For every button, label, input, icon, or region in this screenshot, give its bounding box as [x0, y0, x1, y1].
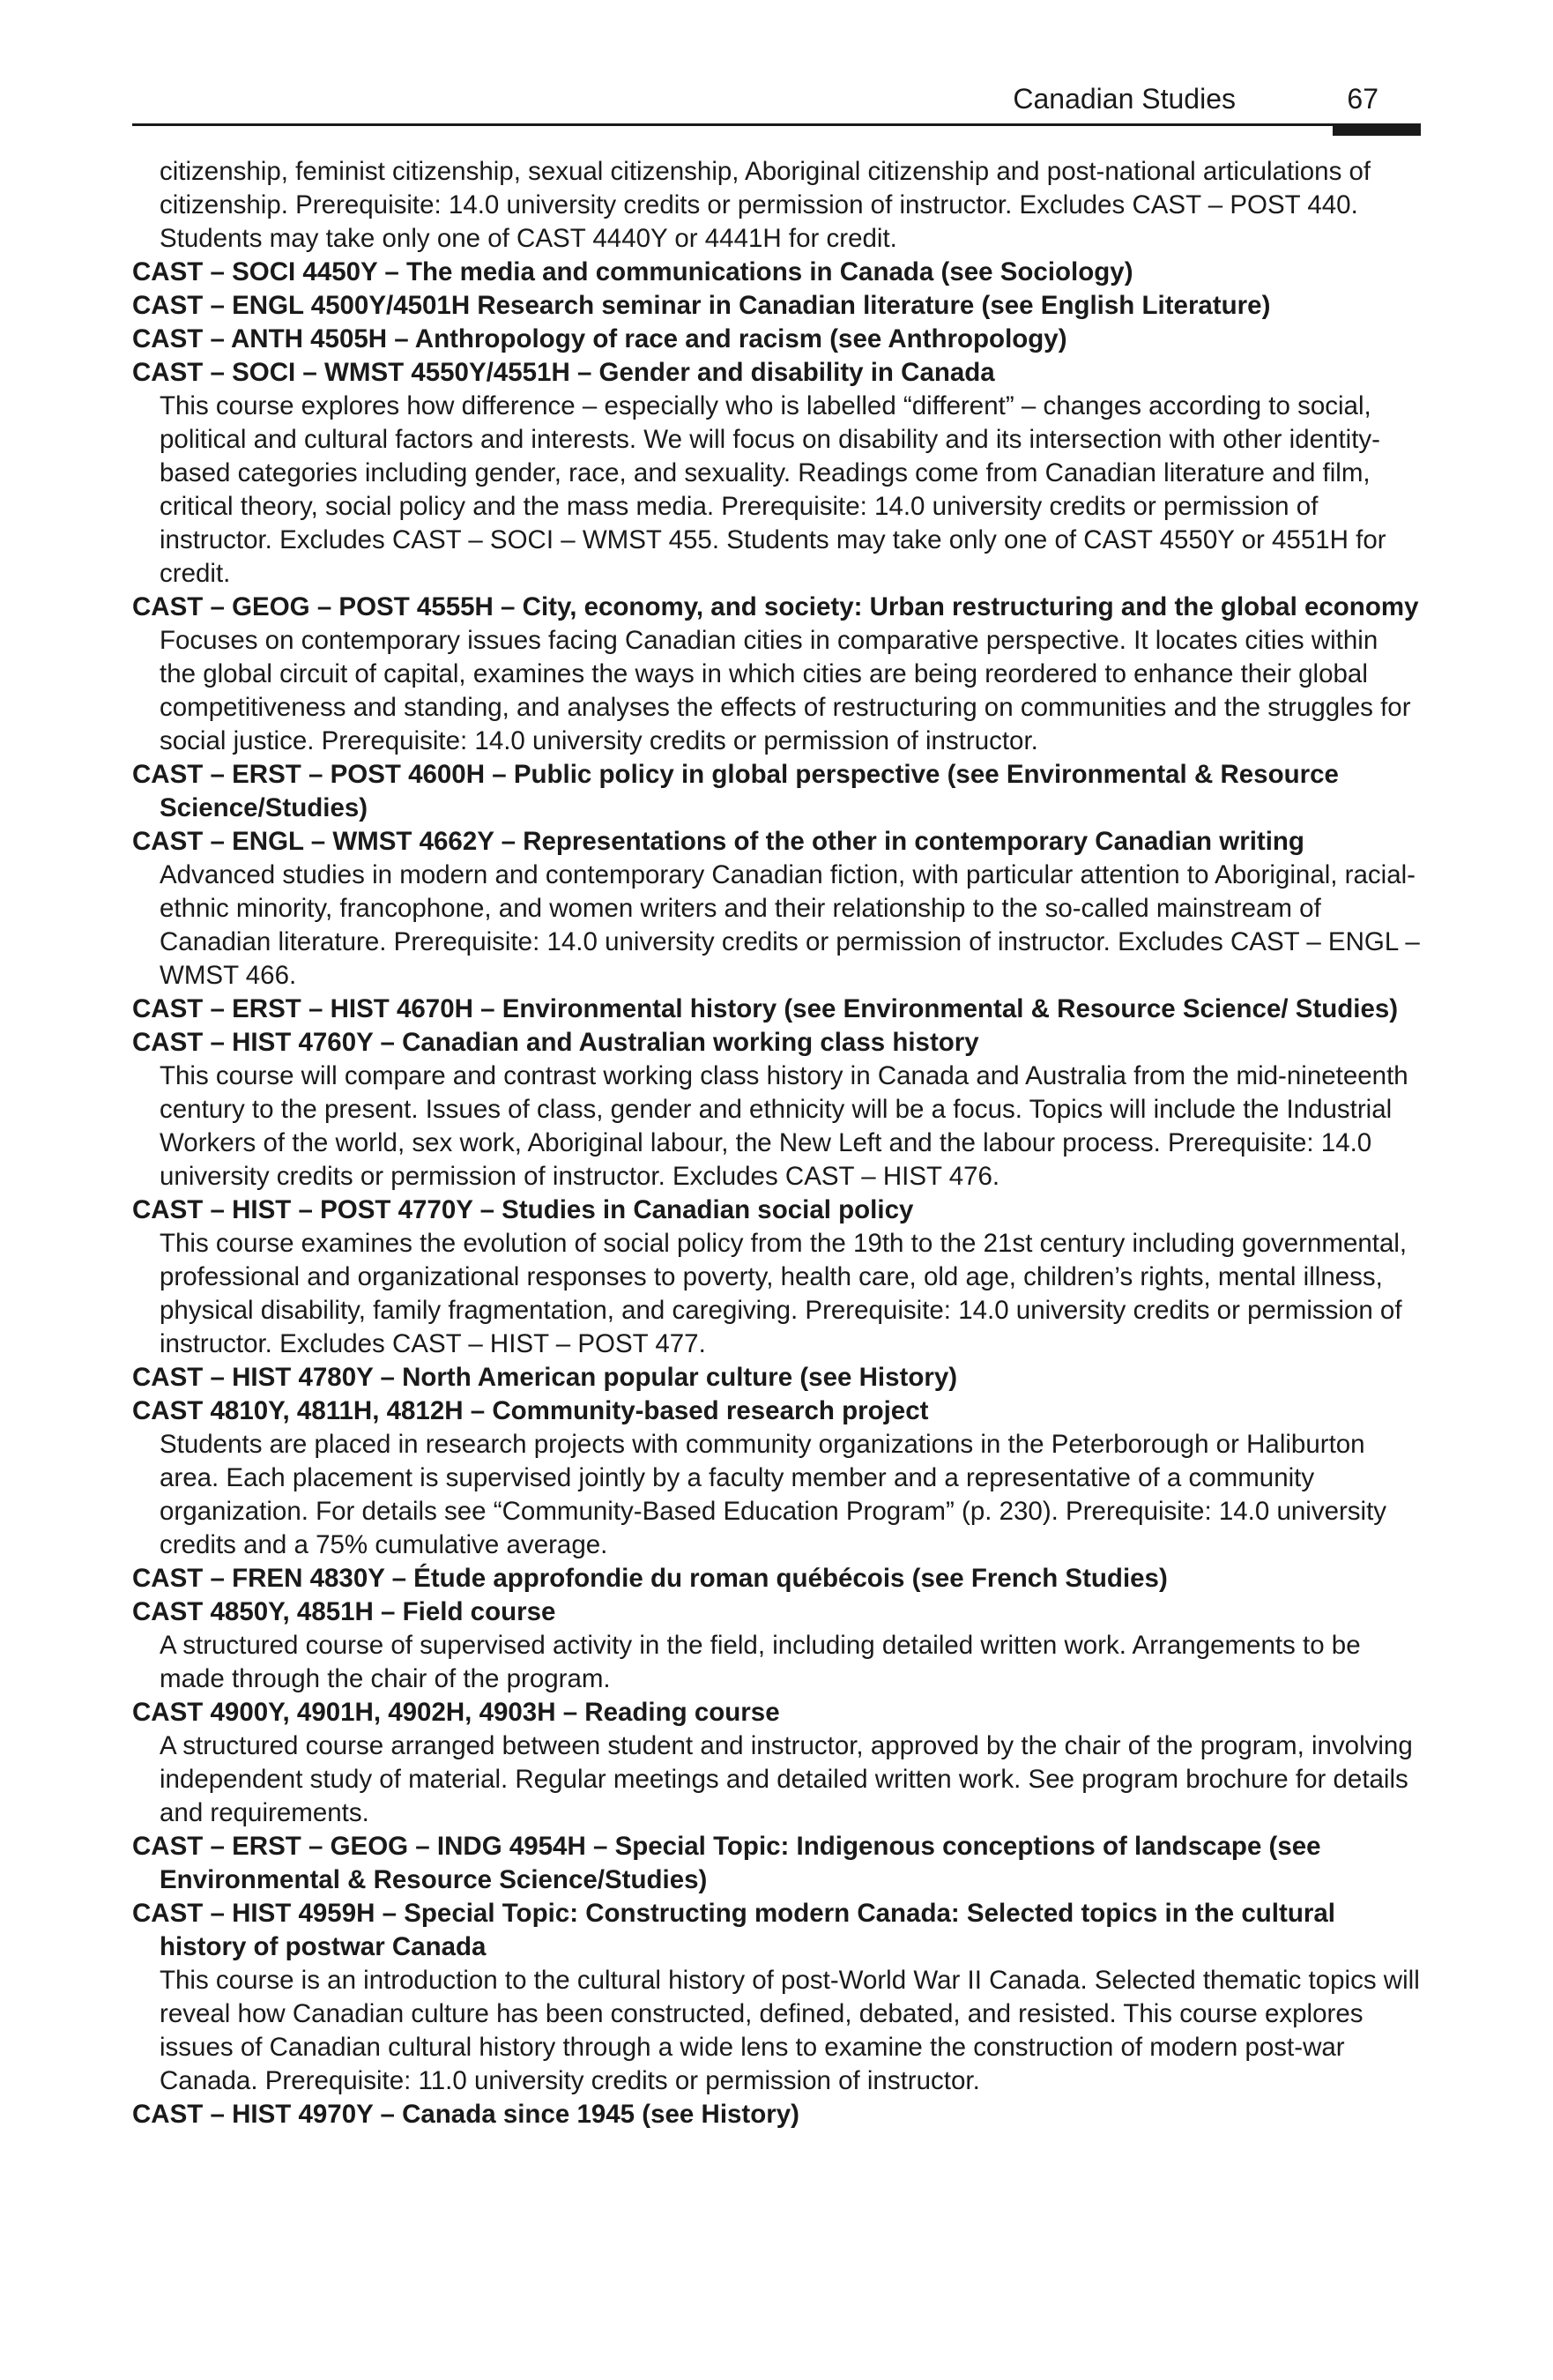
course-title: CAST 4850Y, 4851H – Field course: [132, 1597, 556, 1626]
page-tab-marker: [1333, 123, 1421, 136]
course-title: CAST – HIST 4970Y – Canada since 1945 (see History): [132, 2100, 799, 2129]
course-entry: [132, 1897, 1421, 2098]
course-title: CAST – HIST – POST 4770Y – Studies in Canadian social policy: [132, 1195, 914, 1224]
course-title: CAST – ERST – GEOG – INDG 4954H – Special Topic: Indigenous conceptions of landscape (see Environmental & Resource Science/Studies): [132, 1832, 1321, 1894]
course-title: CAST 4900Y, 4901H, 4902H, 4903H – Reading course: [132, 1698, 780, 1727]
course-entry: [132, 591, 1421, 758]
course-title: CAST – HIST 4959H – Special Topic: Constructing modern Canada: Selected topics in the cultural history of postwar Canada: [132, 1899, 1335, 1961]
course-entry: [132, 1562, 1421, 1595]
course-entry: [132, 289, 1421, 323]
course-entry: [132, 1361, 1421, 1395]
page-number: 67: [1347, 83, 1378, 115]
course-entry: [132, 993, 1421, 1026]
running-header-section: Canadian Studies: [1013, 83, 1236, 115]
course-title: CAST 4810Y, 4811H, 4812H – Community-based research project: [132, 1396, 929, 1425]
course-list: [132, 256, 1421, 2131]
course-entry: [132, 356, 1421, 591]
course-title: CAST – ERST – POST 4600H – Public policy in global perspective (see Environmental & Resource Science/Studies): [132, 760, 1339, 822]
course-entry: [132, 1595, 1421, 1696]
course-title: CAST – HIST 4760Y – Canadian and Australian working class history: [132, 1028, 979, 1057]
course-title: CAST – FREN 4830Y – Étude approfondie du roman québécois (see French Studies): [132, 1564, 1168, 1593]
course-entry: [132, 825, 1421, 993]
course-description: Students are placed in research projects with community organizations in the Peterborough or Haliburton area. Each placement is supervised jointly by a faculty member and a representative of a community organization. For details see “Community-Based Education Program” (p. 230). Prerequisite: 14.0 university credits and a 75% cumulative average.: [160, 1430, 1387, 1559]
course-entry: [132, 1830, 1421, 1897]
course-entry: [132, 1194, 1421, 1361]
course-title: CAST – ANTH 4505H – Anthropology of race and racism (see Anthropology): [132, 324, 1067, 353]
course-description: Focuses on contemporary issues facing Canadian cities in comparative perspective. It locates cities within the global circuit of capital, examines the ways in which cities are being reordered to enhance their global competitiveness and standing, and analyses the effects of restructuring on communities and the struggles for social justice. Prerequisite: 14.0 university credits or permission of instructor.: [160, 626, 1411, 755]
course-title: CAST – HIST 4780Y – North American popular culture (see History): [132, 1363, 958, 1392]
course-description: This course will compare and contrast working class history in Canada and Australia from the mid-nineteenth century to the present. Issues of class, gender and ethnicity will be a focus. Topics will include the Industrial Workers of the world, sex work, Aboriginal labour, the New Left and the labour process. Prerequisite: 14.0 university credits or permission of instructor. Excludes CAST – HIST 476.: [160, 1061, 1408, 1191]
course-entry: [132, 1026, 1421, 1194]
course-title: CAST – ENGL 4500Y/4501H Research seminar in Canadian literature (see English Literature): [132, 291, 1271, 320]
course-description: This course examines the evolution of social policy from the 19th to the 21st century including governmental, professional and organizational responses to poverty, health care, old age, children’s rights, mental illness, physical disability, family fragmentation, and caregiving. Prerequisite: 14.0 university credits or permission of instructor. Excludes CAST – HIST – POST 477.: [160, 1229, 1408, 1358]
course-description: A structured course arranged between student and instructor, approved by the chair of the program, involving independent study of material. Regular meetings and detailed written work. See program brochure for details and requirements.: [160, 1731, 1413, 1827]
course-title: CAST – ERST – HIST 4670H – Environmental history (see Environmental & Resource Science/ Studies): [132, 994, 1399, 1023]
course-entry: [132, 256, 1421, 289]
course-entry: [132, 758, 1421, 825]
course-description: Advanced studies in modern and contemporary Canadian fiction, with particular attention to Aboriginal, racial-ethnic minority, francophone, and women writers and their relationship to the so-called mainstream of Canadian literature. Prerequisite: 14.0 university credits or permission of instructor. Excludes CAST – ENGL – WMST 466.: [160, 860, 1420, 990]
course-title: CAST – GEOG – POST 4555H – City, economy, and society: Urban restructuring and the global economy: [132, 592, 1419, 621]
course-entry: [132, 1395, 1421, 1562]
course-entry: [132, 2098, 1421, 2131]
course-description: This course is an introduction to the cultural history of post-World War II Canada. Selected thematic topics will reveal how Canadian culture has been constructed, defined, debated, and resisted. This course explores issues of Canadian cultural history through a wide lens to examine the construction of modern post-war Canada. Prerequisite: 11.0 university credits or permission of instructor.: [160, 1966, 1420, 2095]
course-title: CAST – ENGL – WMST 4662Y – Representations of the other in contemporary Canadian writing: [132, 827, 1304, 856]
continued-description: citizenship, feminist citizenship, sexual citizenship, Aboriginal citizenship and post-national articulations of citizenship. Prerequisite: 14.0 university credits or permission of instructor. Excludes CAST – POST 440. Students may take only one of CAST 4440Y or 4441H for credit.: [160, 157, 1371, 253]
page-header: [132, 78, 1421, 126]
course-title: CAST – SOCI 4450Y – The media and communications in Canada (see Sociology): [132, 257, 1133, 286]
course-description: A structured course of supervised activity in the field, including detailed written work. Arrangements to be made through the chair of the program.: [160, 1631, 1361, 1693]
course-description: This course explores how difference – especially who is labelled “different” – changes according to social, political and cultural factors and interests. We will focus on disability and its intersection with other identity-based categories including gender, race, and sexuality. Readings come from Canadian literature and film, critical theory, social policy and the mass media. Prerequisite: 14.0 university credits or permission of instructor. Excludes CAST – SOCI – WMST 455. Students may take only one of CAST 4550Y or 4551H for credit.: [160, 391, 1386, 588]
course-listing: [132, 155, 1421, 2131]
course-entry: [132, 323, 1421, 356]
course-title: CAST – SOCI – WMST 4550Y/4551H – Gender and disability in Canada: [132, 358, 995, 387]
course-entry: [132, 1696, 1421, 1830]
